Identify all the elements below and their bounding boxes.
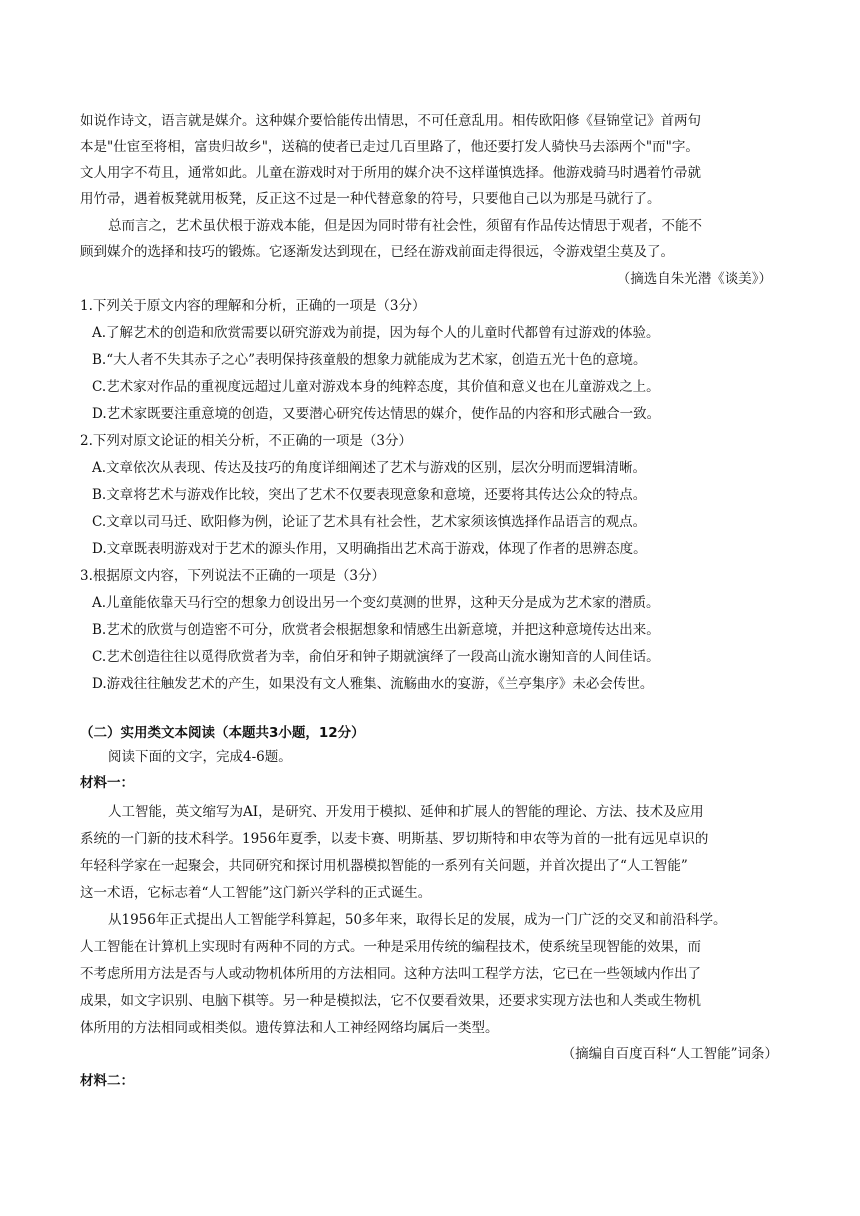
- section-instruction: 阅读下面的文字，完成4-6题。: [108, 749, 292, 765]
- passage-source: （摘选自朱光潜《谈美》）: [616, 271, 772, 287]
- question-option: B.艺术的欣赏与创造密不可分，欣赏者会根据想象和情感生出新意境，并把这种意境传达出来。: [92, 622, 660, 638]
- question-option: C.艺术家对作品的重视度远超过儿童对游戏本身的纯粹态度，其价值和意义也在儿童游戏之上。: [92, 379, 660, 395]
- question-option: D.艺术家既要注重意境的创造，又要潜心研究传达情思的媒介，使作品的内容和形式融合一致。: [92, 406, 661, 422]
- material-label: 材料二：: [80, 1073, 134, 1089]
- material-line: 人工智能，英文缩写为AI，是研究、开发用于模拟、延伸和扩展人的智能的理论、方法、技术及应用: [108, 804, 704, 820]
- material-line: 这一术语，它标志着“人工智能”这门新兴学科的正式诞生。: [80, 885, 432, 901]
- question-option: C.文章以司马迁、欧阳修为例，论证了艺术具有社会性，艺术家须该慎选择作品语言的观点。: [92, 514, 647, 530]
- material-line: 人工智能在计算机上实现时有两种不同的方式。一种是采用传统的编程技术，使系统呈现智能的效果，而: [80, 939, 701, 955]
- material-line: 体所用的方法相同或相类似。遗传算法和人工神经网络均属后一类型。: [80, 1020, 499, 1036]
- question-option: A.儿童能依靠天马行空的想象力创设出另一个变幻莫测的世界，这种天分是成为艺术家的潜质。: [92, 595, 660, 611]
- material-line: 从1956年正式提出人工智能学科算起，50多年来，取得长足的发展，成为一门广泛的交叉和前沿科学。: [108, 912, 727, 928]
- passage-line: 文人用字不苟且，通常如此。儿童在游戏时对于所用的媒介决不这样谨慎选择。他游戏骑马时遇着竹帚就: [80, 165, 701, 181]
- question-stem: 3.根据原文内容，下列说法不正确的一项是（3分）: [80, 568, 385, 584]
- question-option: B.“大人者不失其赤子之心”表明保持孩童般的想象力就能成为艺术家，创造五光十色的意境。: [92, 352, 647, 368]
- passage-line: 用竹帚，遇着板凳就用板凳，反正这不过是一种代替意象的符号，只要他自己以为那是马就行了。: [80, 191, 661, 207]
- question-stem: 2.下列对原文论证的相关分析，不正确的一项是（3分）: [80, 433, 412, 449]
- question-option: C.艺术创造往往以觅得欣赏者为幸，俞伯牙和钟子期就演绎了一段高山流水谢知音的人间佳话。: [92, 649, 660, 665]
- material-line: 成果，如文字识别、电脑下棋等。另一种是模拟法，它不仅要看效果，还要求实现方法也和人类或生物机: [80, 993, 701, 1009]
- question-option: A.了解艺术的创造和欣赏需要以研究游戏为前提，因为每个人的儿童时代都曾有过游戏的体验。: [92, 325, 660, 341]
- question-option: A.文章依次从表现、传达及技巧的角度详细阐述了艺术与游戏的区别，层次分明而逻辑清晰。: [92, 460, 647, 476]
- passage-line: 总而言之，艺术虽伏根于游戏本能，但是因为同时带有社会性，须留有作品传达情思于观者，不能不: [108, 218, 702, 234]
- material-line: 系统的一门新的技术科学。1956年夏季，以麦卡赛、明斯基、罗切斯特和申农等为首的一批有远见卓识的: [80, 831, 709, 847]
- question-option: D.文章既表明游戏对于艺术的源头作用，又明确指出艺术高于游戏，体现了作者的思辨态度。: [92, 541, 647, 557]
- section-heading: （二）实用类文本阅读（本题共3小题，12分）: [80, 725, 365, 741]
- material-line: 年轻科学家在一起聚会，共同研究和探讨用机器模拟智能的一系列有关问题，并首次提出了“人工智能”: [80, 858, 688, 874]
- question-option: B.文章将艺术与游戏作比较，突出了艺术不仅要表现意象和意境，还要将其传达公众的特点。: [92, 487, 647, 503]
- question-stem: 1.下列关于原文内容的理解和分析，正确的一项是（3分）: [80, 298, 426, 314]
- passage-line: 如说作诗文，语言就是媒介。这种媒介要恰能传出情思，不可任意乱用。相传欧阳修《昼锦堂记》首两句: [80, 113, 701, 129]
- material-source: （摘编自百度百科“人工智能”词条）: [561, 1046, 778, 1062]
- question-option: D.游戏往往触发艺术的产生，如果没有文人雅集、流觞曲水的宴游，《兰亭集序》未必会传世。: [92, 676, 654, 692]
- material-label: 材料一：: [80, 775, 134, 791]
- material-line: 不考虑所用方法是否与人或动物机体所用的方法相同。这种方法叫工程学方法，它已在一些领域内作出了: [80, 966, 701, 982]
- passage-line: 顾到媒介的选择和技巧的锻炼。它逐渐发达到现在，已经在游戏前面走得很远，令游戏望尘莫及了。: [80, 244, 674, 260]
- passage-line: 本是"仕宦至将相，富贵归故乡"，送稿的使者已走过几百里路了，他还要打发人骑快马去添两个"而"字。: [80, 139, 699, 155]
